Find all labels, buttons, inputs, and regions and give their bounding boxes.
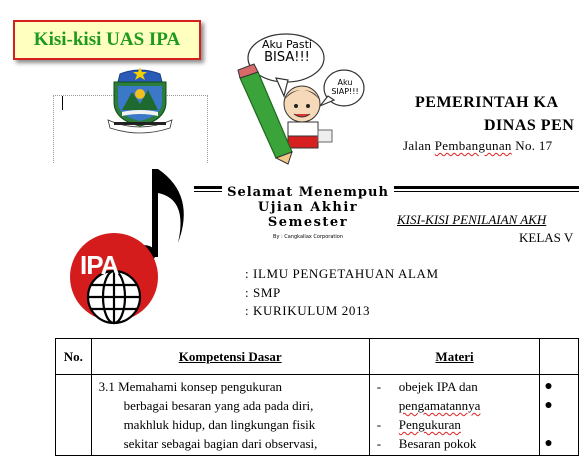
text-cursor[interactable] <box>62 96 63 110</box>
info-jenjang: : SMP <box>245 285 281 300</box>
kd-line: sekitar sebagai bagian dari observasi, <box>123 436 318 451</box>
bubble1-line1: Aku Pasti <box>261 38 312 51</box>
bubble2-text <box>329 78 361 96</box>
cell-kd <box>91 375 369 456</box>
info-kurikulum: : KURIKULUM 2013 <box>245 303 371 318</box>
header-address <box>403 138 552 154</box>
crop-mark-left <box>53 95 54 163</box>
materi-line: pengamatannya <box>398 398 481 413</box>
col-materi <box>369 339 540 375</box>
header-line1: PEMERINTAH KA <box>415 94 559 111</box>
materi-line: Besaran pokok <box>398 436 477 451</box>
materi-line: obejek IPA dan <box>398 379 478 394</box>
ipa-logo <box>66 165 201 325</box>
col-kd-label: Kompetensi Dasar <box>178 348 282 364</box>
col-extra <box>540 339 579 375</box>
bubble1-line2: BISA!!! <box>264 50 310 65</box>
bubble1-text <box>254 38 320 64</box>
materi-line: Pengukuran <box>398 417 461 432</box>
table-header-row <box>56 339 579 375</box>
kd-line: berbagai besaran yang ada pada diri, <box>123 398 314 413</box>
cell-no <box>56 375 92 456</box>
col-no: No. <box>56 339 92 375</box>
kisi-title: KISI-KISI PENILAIAN AKH <box>397 212 547 227</box>
cell-materi <box>369 375 540 456</box>
address-street: Pembangunan <box>434 138 512 153</box>
materi-item <box>377 377 540 415</box>
table-row <box>56 375 579 456</box>
info-mapel: : ILMU PENGETAHUAN ALAM <box>245 266 439 281</box>
materi-bullet: - <box>376 417 382 432</box>
tagline-line2: Ujian Akhir Semester <box>257 200 359 230</box>
materi-bullet: - <box>376 379 382 394</box>
tagline <box>222 185 394 245</box>
title-badge <box>13 20 201 60</box>
ipa-logo-text: IPA <box>80 250 119 280</box>
cell-extra <box>540 375 579 456</box>
bullet-icon: ● <box>544 436 553 451</box>
materi-item <box>377 434 540 453</box>
tagline-byline: By : Cangkallax Corporation <box>273 234 343 240</box>
header-line2: DINAS PEN <box>484 117 575 134</box>
regional-emblem <box>104 64 176 134</box>
bubble2-line2: SIAP!!! <box>331 87 359 96</box>
crop-mark-right <box>207 95 208 163</box>
title-badge-label: Kisi-kisi UAS IPA <box>33 29 181 50</box>
tagline-line1: Selamat Menempuh <box>227 185 389 200</box>
materi-bullet: - <box>376 436 382 451</box>
col-materi-label: Materi <box>435 348 474 364</box>
bullet-icon: ● <box>544 379 553 394</box>
address-prefix: Jalan <box>403 138 435 153</box>
bullet-icon: ● <box>544 398 553 413</box>
kisi-table <box>55 338 579 456</box>
col-kd <box>91 339 369 375</box>
kelas-title: KELAS V <box>519 230 574 245</box>
address-suffix: No. 17 <box>511 138 553 153</box>
kd-line: 3.1 Memahami konsep pengukuran <box>98 379 282 394</box>
kd-line: makhluk hidup, dan lingkungan fisik <box>123 417 316 432</box>
bubble2-line1: Aku <box>337 78 353 87</box>
materi-item <box>377 415 540 434</box>
